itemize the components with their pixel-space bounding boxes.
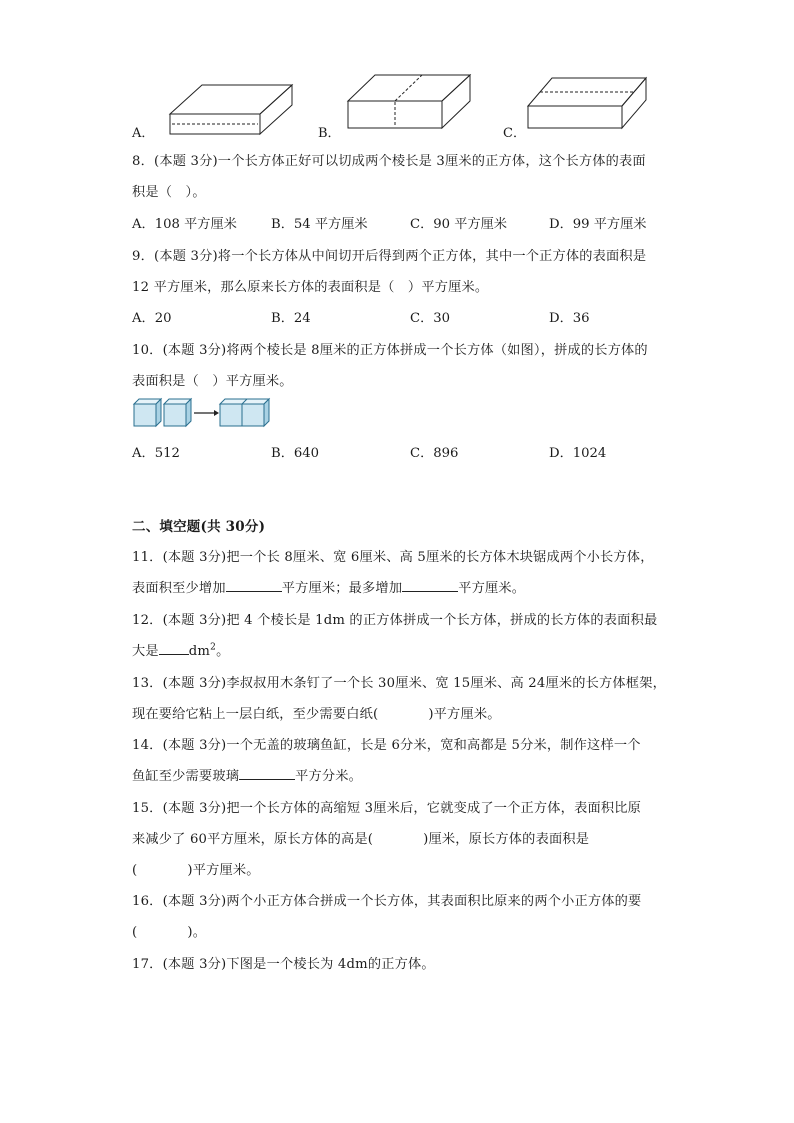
question-9-option-a[interactable]: A．20	[132, 311, 172, 326]
question-8-option-c[interactable]: C．90 平方厘米	[410, 217, 507, 232]
question-12-text-part1: 大是	[132, 644, 159, 659]
question-14-text-line1: 14．(本题 3分)一个无盖的玻璃鱼缸，长是 6分米，宽和高都是 5分米，制作这样一个	[132, 738, 641, 753]
question-9-text-line2: 12 平方厘米，那么原来长方体的表面积是（ ）平方厘米。	[132, 280, 489, 295]
question-9-option-d[interactable]: D．36	[549, 311, 590, 326]
question-11-text-line1: 11．(本题 3分)把一个长 8厘米、宽 6厘米、高 5厘米的长方体木块锯成两个小长方体，	[132, 550, 654, 565]
question-15-text-part4: )平方厘米。	[187, 863, 260, 878]
question-14-text-part2: 平方分米。	[295, 769, 363, 784]
question-12-unit: dm	[188, 644, 211, 659]
question-14-text-line2	[132, 765, 362, 784]
question-12-unit-exponent: 2	[210, 642, 217, 653]
question-16-text-part1: (	[132, 925, 138, 940]
question-15-text-line3	[132, 859, 260, 878]
question-12-text-line2	[132, 640, 229, 659]
question-10-option-a[interactable]: A．512	[132, 446, 180, 461]
figure-option-a-label: A．	[132, 126, 155, 141]
question-11-text-part3: 平方厘米。	[458, 581, 526, 596]
question-9-option-b[interactable]: B．24	[271, 311, 311, 326]
question-9-text-line1: 9．(本题 3分)将一个长方体从中间切开后得到两个正方体，其中一个正方体的表面积是	[132, 249, 647, 264]
question-10-option-c[interactable]: C．896	[410, 446, 459, 461]
question-15-text-part1: 来减少了 60平方厘米，原长方体的高是(	[132, 832, 374, 847]
question-13-text-part1: 现在要给它粘上一层白纸，至少需要白纸(	[132, 707, 379, 722]
question-10-text-line2: 表面积是（ ）平方厘米。	[132, 374, 293, 389]
section-2-heading: 二、填空题(共 30分)	[132, 519, 266, 535]
question-13-text-part2: )平方厘米。	[428, 707, 501, 722]
question-16-text-line2	[132, 921, 206, 940]
question-11-blank-max[interactable]	[402, 579, 458, 592]
question-11-text-part2: 平方厘米；最多增加	[281, 581, 403, 596]
question-16-text-line1: 16．(本题 3分)两个小正方体合拼成一个长方体，其表面积比原来的两个小正方体的要	[132, 894, 642, 909]
figure-option-c-label: C．	[503, 126, 526, 141]
question-13-text-line2	[132, 703, 501, 722]
question-14-text-part1: 鱼缸至少需要玻璃	[132, 769, 240, 784]
question-11-blank-min[interactable]	[226, 579, 282, 592]
question-8-option-b[interactable]: B．54 平方厘米	[271, 217, 368, 232]
question-14-blank[interactable]	[239, 767, 295, 780]
question-12-text-part3: 。	[216, 644, 230, 659]
question-10-option-d[interactable]: D．1024	[549, 446, 607, 461]
question-8-text-line1: 8．(本题 3分)一个长方体正好可以切成两个棱长是 3厘米的正方体，这个长方体的表面	[132, 154, 646, 169]
question-8-text-line2: 积是（ ）。	[132, 185, 206, 200]
question-10-text-line1: 10．(本题 3分)将两个棱长是 8厘米的正方体拼成一个长方体（如图），拼成的长方体的	[132, 343, 648, 358]
question-15-text-part3: (	[132, 863, 138, 878]
question-15-text-line2	[132, 828, 589, 847]
question-12-text-line1: 12．(本题 3分)把 4 个棱长是 1dm 的正方体拼成一个长方体，拼成的长方体的表面积最	[132, 613, 658, 628]
question-16-text-part2: )。	[187, 925, 207, 940]
question-8-option-d[interactable]: D．99 平方厘米	[549, 217, 647, 232]
question-10-option-b[interactable]: B．640	[271, 446, 320, 461]
cube-join-diagram	[0, 0, 794, 440]
figure-option-b-label: B．	[318, 126, 341, 141]
question-13-text-line1: 13．(本题 3分)李叔叔用木条钉了一个长 30厘米、宽 15厘米、高 24厘米的长方体框架，	[132, 676, 666, 691]
question-17-text-line1: 17．(本题 3分)下图是一个棱长为 4dm的正方体。	[132, 957, 435, 972]
question-11-text-part1: 表面积至少增加	[132, 581, 226, 596]
question-9-option-c[interactable]: C．30	[410, 311, 451, 326]
question-12-blank[interactable]	[159, 642, 189, 655]
question-8-option-a[interactable]: A．108 平方厘米	[132, 217, 237, 232]
question-11-text-line2	[132, 577, 525, 596]
question-15-text-line1: 15．(本题 3分)把一个长方体的高缩短 3厘米后，它就变成了一个正方体，表面积比原	[132, 801, 642, 816]
question-15-text-part2: )厘米，原长方体的表面积是	[423, 832, 590, 847]
